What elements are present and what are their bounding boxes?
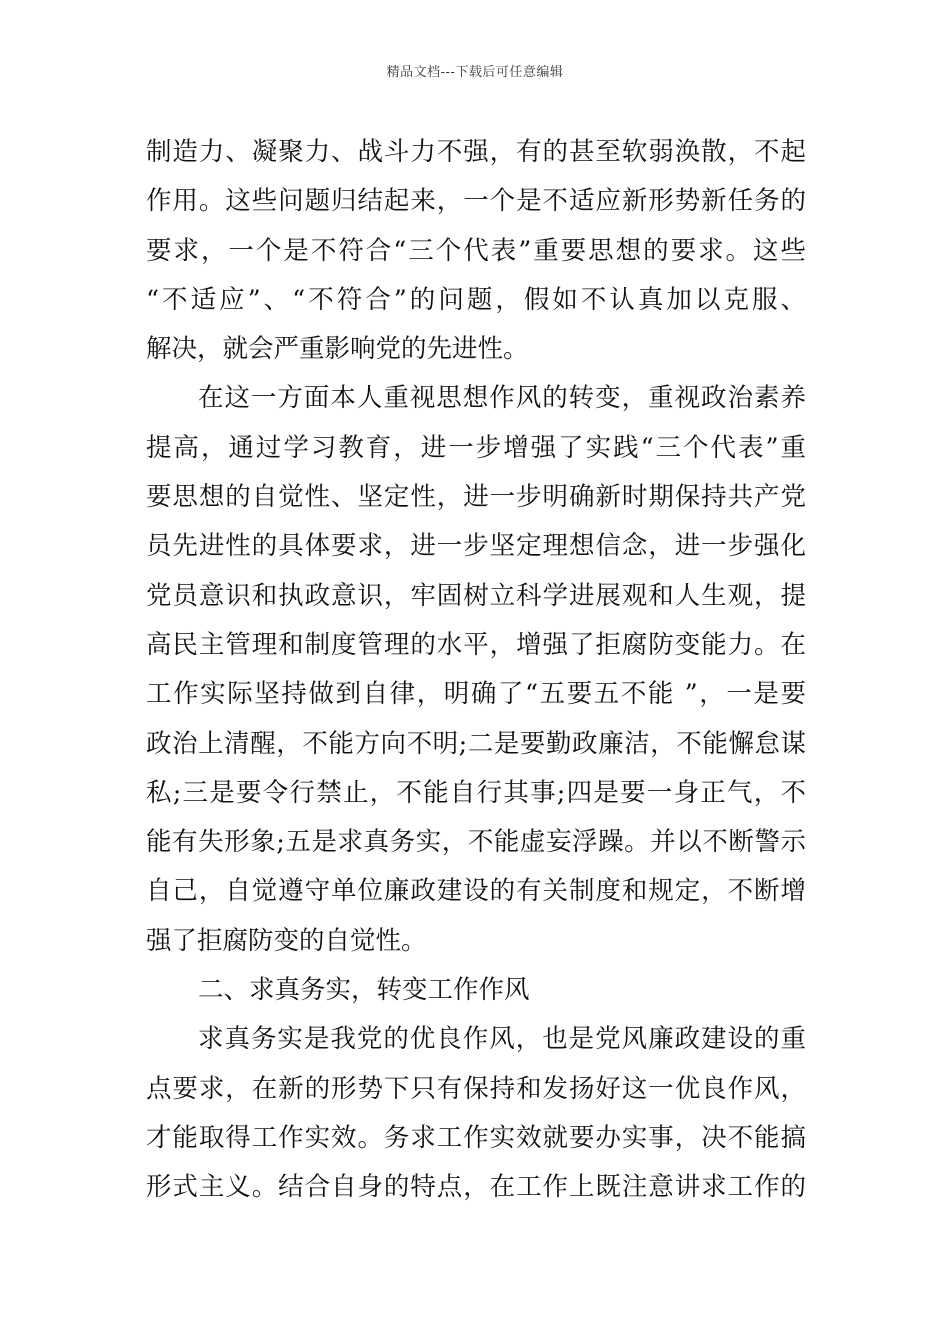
section-heading: 二、求真务实，转变工作作风 [198, 975, 530, 1006]
text-line: 要思想的自觉性、坚定性，进一步明确新时期保持共产党 [146, 482, 807, 513]
text-line: 私;三是要令行禁止，不能自行其事;四是要一身正气，不 [146, 777, 808, 808]
text-line: “不适应”、“不符合”的问题，假如不认真加以克服、 [146, 284, 810, 315]
paragraph-first-line: 在这一方面本人重视思想作风的转变，重视政治素养 [198, 383, 807, 414]
text-line: 工作实际坚持做到自律，明确了“五要五不能 ”，一是要 [146, 679, 808, 710]
text-line: 政治上清醒，不能方向不明;二是要勤政廉洁，不能懈怠谋 [146, 728, 807, 759]
text-line: 制造力、凝聚力、战斗力不强，有的甚至软弱涣散，不起 [146, 137, 807, 167]
text-line: 点要求，在新的形势下只有保持和发扬好这一优良作风， [146, 1073, 807, 1104]
text-line: 要求，一个是不符合“三个代表”重要思想的要求。这些 [146, 235, 808, 266]
text-line: 才能取得工作实效。务求工作实效就要办实事，决不能搞 [146, 1122, 807, 1153]
text-line: 高民主管理和制度管理的水平，增强了拒腐防变能力。在 [146, 629, 807, 660]
text-line: 能有失形象;五是求真务实，不能虚妄浮躁。并以不断警示 [146, 827, 807, 858]
text-line: 解决，就会严重影响党的先进性。 [146, 334, 529, 365]
paragraph-first-line: 求真务实是我党的优良作风，也是党风廉政建设的重 [198, 1024, 807, 1055]
text-line: 作用。这些问题归结起来，一个是不适应新形势新任务的 [146, 186, 807, 217]
text-line: 自己，自觉遵守单位廉政建设的有关制度和规定，不断增 [146, 876, 807, 907]
text-line: 强了拒腐防变的自觉性。 [146, 925, 427, 956]
text-line: 提高，通过学习教育，进一步增强了实践“三个代表”重 [146, 432, 808, 463]
document-body [146, 128, 810, 1213]
text-line: 员先进性的具体要求，进一步坚定理想信念，进一步强化 [146, 531, 807, 562]
page-header: 精品文档---下载后可任意编辑 [386, 65, 564, 80]
text-line: 党员意识和执政意识，牢固树立科学进展观和人生观，提 [146, 580, 807, 611]
text-line: 形式主义。结合自身的特点，在工作上既注意讲求工作的 [146, 1172, 807, 1203]
